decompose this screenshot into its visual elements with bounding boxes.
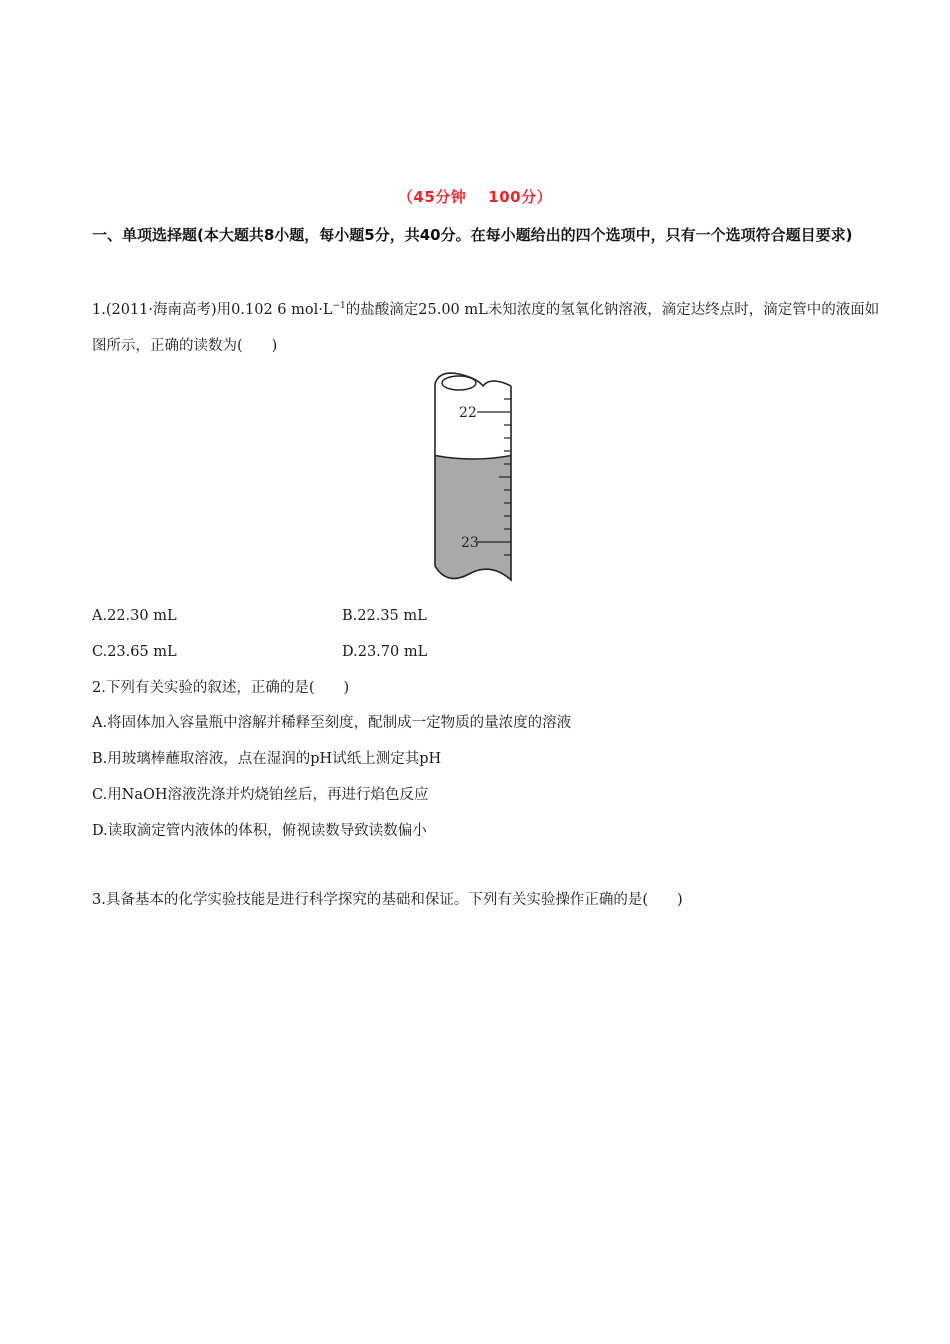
scale-label-22: 22 <box>459 405 477 421</box>
question-2-stem <box>92 670 882 706</box>
option-label: D. <box>92 823 108 839</box>
question-1-option-d <box>342 640 427 664</box>
option-text: 22.35 mL <box>357 608 427 624</box>
question-1-option-b <box>342 604 427 628</box>
option-label: A. <box>92 715 108 731</box>
option-text: 22.30 mL <box>107 608 177 624</box>
question-3-text: 具备基本的化学实验技能是进行科学探究的基础和保证。下列有关实验操作正确的是( ) <box>105 892 683 908</box>
burette-liquid <box>435 456 511 581</box>
option-text: 用NaOH溶液洗涤并灼烧铂丝后，再进行焰色反应 <box>107 787 429 803</box>
option-text: 23.70 mL <box>357 644 428 660</box>
question-2-text: 下列有关实验的叙述，正确的是( ) <box>105 680 350 696</box>
option-label: A. <box>92 608 108 624</box>
full-score: 100分） <box>488 188 553 206</box>
question-1-option-c <box>92 640 177 664</box>
question-2-number: 2. <box>92 680 106 696</box>
question-1-text-b: 的盐酸滴定25.00 mL未知浓度的氢氧化钠溶液，滴定达终点时，滴定管中的液面如图所示，正确的读数为( ) <box>92 302 880 354</box>
question-2-option-d <box>92 819 427 843</box>
burette-figure <box>425 366 535 588</box>
question-1-number: 1. <box>92 302 106 318</box>
time-limit: （45分钟 <box>397 188 467 206</box>
option-text: 用玻璃棒蘸取溶液，点在湿润的pH试纸上测定其pH <box>107 751 442 767</box>
question-1-stem <box>92 288 882 364</box>
question-3-stem <box>92 882 882 918</box>
question-3-number: 3. <box>92 892 106 908</box>
question-1-superscript: −1 <box>332 301 346 311</box>
question-2-option-a <box>92 711 571 735</box>
section-heading: 一、单项选择题(本大题共8小题，每小题5分，共40分。在每小题给出的四个选项中，只有一个选项符合题目要求) <box>92 226 853 244</box>
question-2-option-b <box>92 747 441 771</box>
option-label: C. <box>92 787 108 803</box>
option-label: B. <box>92 751 108 767</box>
option-text: 读取滴定管内液体的体积，俯视读数导致读数偏小 <box>107 823 427 839</box>
option-label: C. <box>92 644 108 660</box>
question-1-option-a <box>92 604 177 628</box>
question-1-text-a: (2011·海南高考)用0.102 6 mol·L <box>105 302 333 318</box>
scale-label-23: 23 <box>461 535 479 551</box>
option-label: B. <box>342 608 358 624</box>
option-label: D. <box>342 644 358 660</box>
option-text: 23.65 mL <box>107 644 177 660</box>
option-text: 将固体加入容量瓶中溶解并稀释至刻度，配制成一定物质的量浓度的溶液 <box>107 715 572 731</box>
question-2-option-c <box>92 783 429 807</box>
time-and-score-line <box>0 186 950 207</box>
